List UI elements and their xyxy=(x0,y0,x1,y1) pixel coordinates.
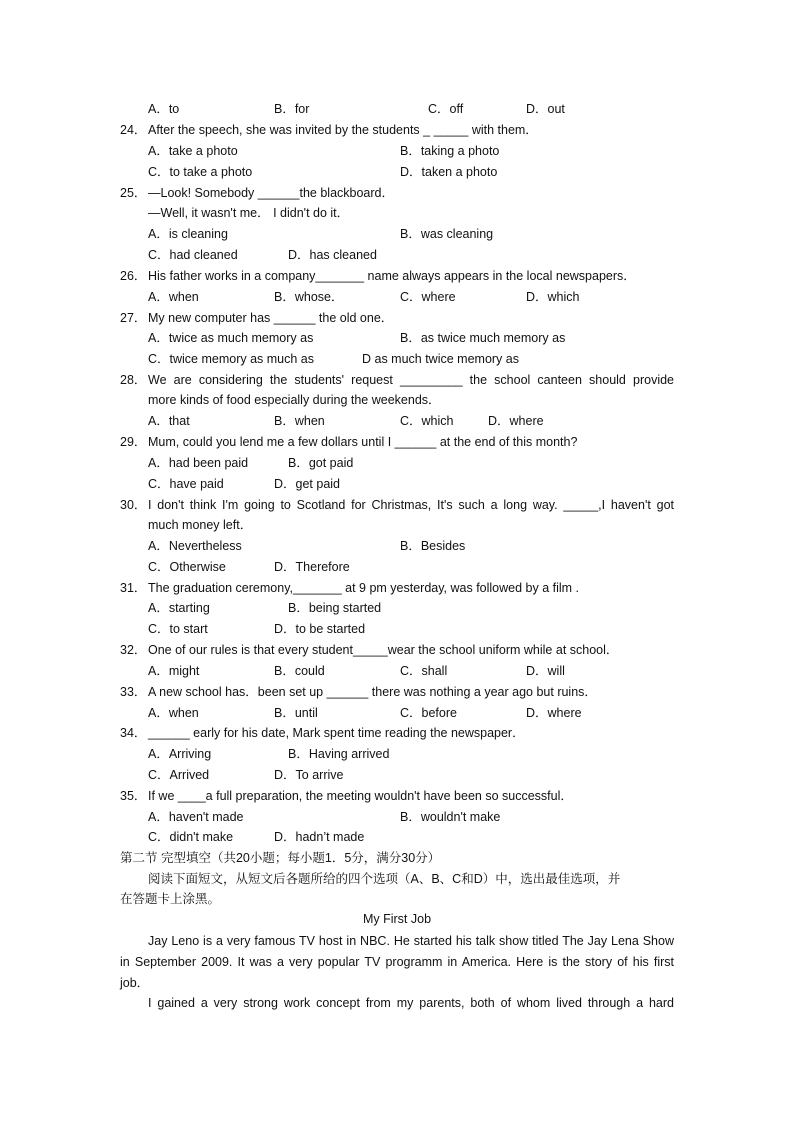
question-stem: The graduation ceremony,_______ at 9 pm yesterday, was followed by a film . xyxy=(148,581,580,595)
question-number: 27． xyxy=(120,311,147,325)
paragraph-1-line1: Jay Leno is a very famous TV host in NBC. He started his talk show titled The Jay Lena Show xyxy=(148,934,674,948)
option-b: B．whose． xyxy=(274,290,344,304)
option-d: D．out xyxy=(526,102,565,116)
option-d: D．which xyxy=(526,290,580,304)
option-d: D．will xyxy=(526,664,565,678)
option-d: D．where xyxy=(488,414,544,428)
option-b: B．for xyxy=(274,102,310,116)
option-b: B．Besides xyxy=(400,539,466,553)
option-d: D．taken a photo xyxy=(400,165,498,179)
option-c: C．before xyxy=(400,706,457,720)
question-number: 35． xyxy=(120,789,147,803)
question-stem: My new computer has ______ the old one． xyxy=(148,311,394,325)
option-d: D．to be started xyxy=(274,622,366,636)
option-b: B．Having arrived xyxy=(288,747,390,761)
option-d: D．get paid xyxy=(274,477,341,491)
option-a: A．Arriving xyxy=(148,747,212,761)
question-stem-continued: much money left． xyxy=(148,518,253,532)
option-a: A．Nevertheless xyxy=(148,539,242,553)
option-a: A．starting xyxy=(148,601,210,615)
question-number: 25． xyxy=(120,186,147,200)
option-a: A．to xyxy=(148,102,180,116)
question-stem: One of our rules is that every student_____wear the school uniform while at school． xyxy=(148,643,619,657)
question-stem: We are considering the students' request _________ the school canteen should provide xyxy=(148,373,674,387)
option-a: A．when xyxy=(148,290,199,304)
section-heading: 第二节 完型填空（共20小题；每小题1．5分，满分30分） xyxy=(120,851,441,865)
option-b: B．until xyxy=(274,706,318,720)
question-stem: After the speech, she was invited by the students _ _____ with them． xyxy=(148,123,538,137)
section-instruction-line2: 在答题卡上涂黑。 xyxy=(120,892,221,906)
option-c: C．have paid xyxy=(148,477,224,491)
option-b: B．as twice much memory as xyxy=(400,331,566,345)
option-b: B．being started xyxy=(288,601,382,615)
question-number: 33． xyxy=(120,685,147,699)
option-c: C．to take a photo xyxy=(148,165,253,179)
question-stem: His father works in a company_______ name always appears in the local newspapers． xyxy=(148,269,636,283)
option-d: D as much twice memory as xyxy=(362,352,519,366)
option-c: C．twice memory as much as xyxy=(148,352,315,366)
paragraph-1-line2: in September 2009. It was a very popular TV programm in America. Here is the story of his first xyxy=(120,955,674,969)
option-a: A．when xyxy=(148,706,199,720)
option-a: A．haven't made xyxy=(148,810,244,824)
question-stem: —Look! Somebody ______the blackboard． xyxy=(148,186,394,200)
option-d: D．hadn’t made xyxy=(274,830,365,844)
option-b: B．wouldn't make xyxy=(400,810,501,824)
option-b: B．was cleaning xyxy=(400,227,494,241)
option-c: C．which xyxy=(400,414,454,428)
option-c: C．Otherwise xyxy=(148,560,226,574)
question-number: 30． xyxy=(120,498,147,512)
option-c: C．shall xyxy=(400,664,448,678)
question-number: 29． xyxy=(120,435,147,449)
question-number: 34． xyxy=(120,726,147,740)
passage-title: My First Job xyxy=(362,912,432,926)
question-stem-continued: —Well, it wasn't me． I didn't do it． xyxy=(148,206,350,220)
question-number: 24． xyxy=(120,123,147,137)
option-c: C．off xyxy=(428,102,464,116)
option-d: D．has cleaned xyxy=(288,248,377,262)
question-stem-continued: more kinds of food especially during the weekends． xyxy=(148,393,441,407)
option-d: D．where xyxy=(526,706,582,720)
option-a: A．is cleaning xyxy=(148,227,228,241)
question-stem: A new school has．been set up ______ there was nothing a year ago but ruins． xyxy=(148,685,597,699)
option-b: B．got paid xyxy=(288,456,354,470)
option-c: C．didn't make xyxy=(148,830,234,844)
question-number: 28． xyxy=(120,373,147,387)
option-a: A．twice as much memory as xyxy=(148,331,314,345)
option-c: C．had cleaned xyxy=(148,248,238,262)
option-b: B．when xyxy=(274,414,325,428)
option-b: B．could xyxy=(274,664,325,678)
option-c: C．Arrived xyxy=(148,768,210,782)
question-stem: ______ early for his date, Mark spent time reading the newspaper． xyxy=(148,726,525,740)
option-b: B．taking a photo xyxy=(400,144,500,158)
option-d: D．Therefore xyxy=(274,560,350,574)
option-a: A．had been paid xyxy=(148,456,249,470)
question-stem: Mum, could you lend me a few dollars until I ______ at the end of this month? xyxy=(148,435,578,449)
option-a: A．that xyxy=(148,414,190,428)
option-a: A．might xyxy=(148,664,200,678)
option-a: A．take a photo xyxy=(148,144,238,158)
paragraph-2-line1: I gained a very strong work concept from my parents, both of whom lived through a hard xyxy=(148,996,674,1010)
section-instruction-line1: 阅读下面短文，从短文后各题所给的四个选项（A、B、C和D）中，选出最佳选项，并 xyxy=(148,872,621,886)
paragraph-1-line3: job． xyxy=(120,976,150,990)
question-number: 31． xyxy=(120,581,147,595)
option-c: C．where xyxy=(400,290,456,304)
option-d: D．To arrive xyxy=(274,768,344,782)
option-c: C．to start xyxy=(148,622,208,636)
question-stem: I don't think I'm going to Scotland for Christmas, It's such a long way. _____,I haven't got xyxy=(148,498,674,512)
question-stem: If we ____a full preparation, the meeting wouldn't have been so successful． xyxy=(148,789,573,803)
question-number: 26． xyxy=(120,269,147,283)
question-number: 32． xyxy=(120,643,147,657)
